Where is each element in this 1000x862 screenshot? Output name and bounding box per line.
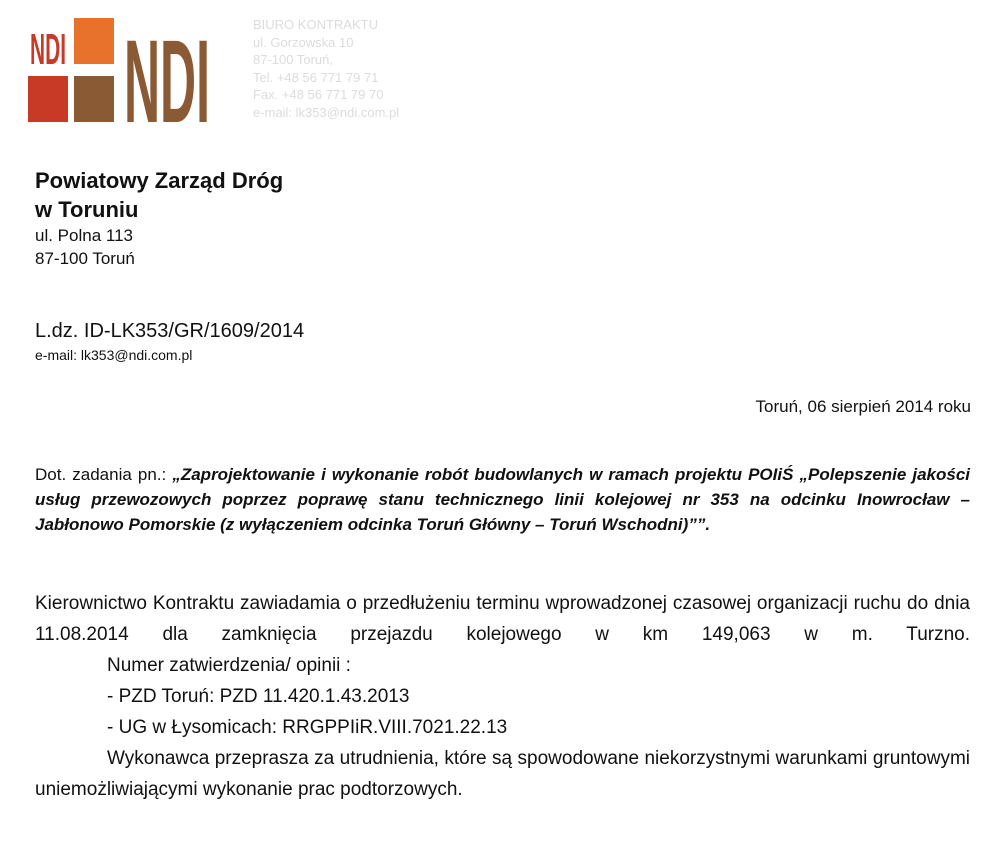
letter-date: Toruń, 06 sierpień 2014 roku bbox=[755, 397, 971, 416]
sender-address-block bbox=[253, 16, 399, 121]
sender-line: 87-100 Toruń, bbox=[253, 52, 333, 67]
subject-prefix: Dot. zadania pn.: bbox=[35, 465, 167, 484]
letter-body bbox=[35, 588, 970, 805]
addressee-city-name: w Toruniu bbox=[35, 197, 139, 222]
addressee-block bbox=[35, 166, 283, 270]
subject-title: „Zaprojektowanie i wykonanie robót budowlanych w ramach projektu POIiŚ „Polepszenie jakości usług przewozowych poprzez poprawę stanu technicznego linii kolejowej nr 353 na odcinku Inowrocław – Jabłonowo Pomorskie (z wyłączeniem odcinka Toruń Główny – Toruń Wschodni)””. bbox=[35, 465, 971, 534]
body-paragraph: Kierownictwo Kontraktu zawiadamia o przedłużeniu terminu wprowadzonej czasowej organizacji ruchu do dnia 11.08.2014 dla zamknięcia przejazdu kolejowego w km 149,063 w m. Turzno. bbox=[35, 593, 970, 645]
svg-text:NDI: NDI bbox=[124, 18, 210, 124]
sender-line: Tel. +48 56 771 79 71 bbox=[253, 69, 379, 85]
svg-text:NDI: NDI bbox=[30, 25, 66, 74]
approval-item: - UG w Łysomicach: RRGPPIiR.VIII.7021.22.13 bbox=[107, 717, 508, 738]
sender-line: ul. Gorzowska 10 bbox=[253, 34, 354, 50]
addressee-name: Powiatowy Zarząd Dróg bbox=[35, 168, 284, 193]
reference-number: L.dz. ID-LK353/GR/1609/2014 bbox=[35, 320, 305, 342]
addressee-street: ul. Polna 113 bbox=[35, 226, 133, 245]
body-paragraph: Wykonawca przeprasza za utrudnienia, które są spowodowane niekorzystnymi warunkami gruntowymi uniemożliwiającymi wykonanie prac podtorzowych. bbox=[35, 748, 970, 800]
addressee-postal: 87-100 Toruń bbox=[35, 249, 135, 268]
ndi-logo bbox=[28, 18, 213, 124]
approval-heading: Numer zatwierdzenia/ opinii : bbox=[107, 655, 351, 676]
sender-line: Fax. +48 56 771 79 70 bbox=[253, 87, 384, 102]
approval-item: - PZD Toruń: PZD 11.420.1.43.2013 bbox=[107, 686, 410, 707]
subject-block bbox=[35, 462, 970, 537]
reference-email: e-mail: lk353@ndi.com.pl bbox=[35, 347, 193, 363]
sender-line: BIURO KONTRAKTU bbox=[253, 17, 378, 32]
sender-line: e-mail: lk353@ndi.com.pl bbox=[253, 104, 400, 120]
